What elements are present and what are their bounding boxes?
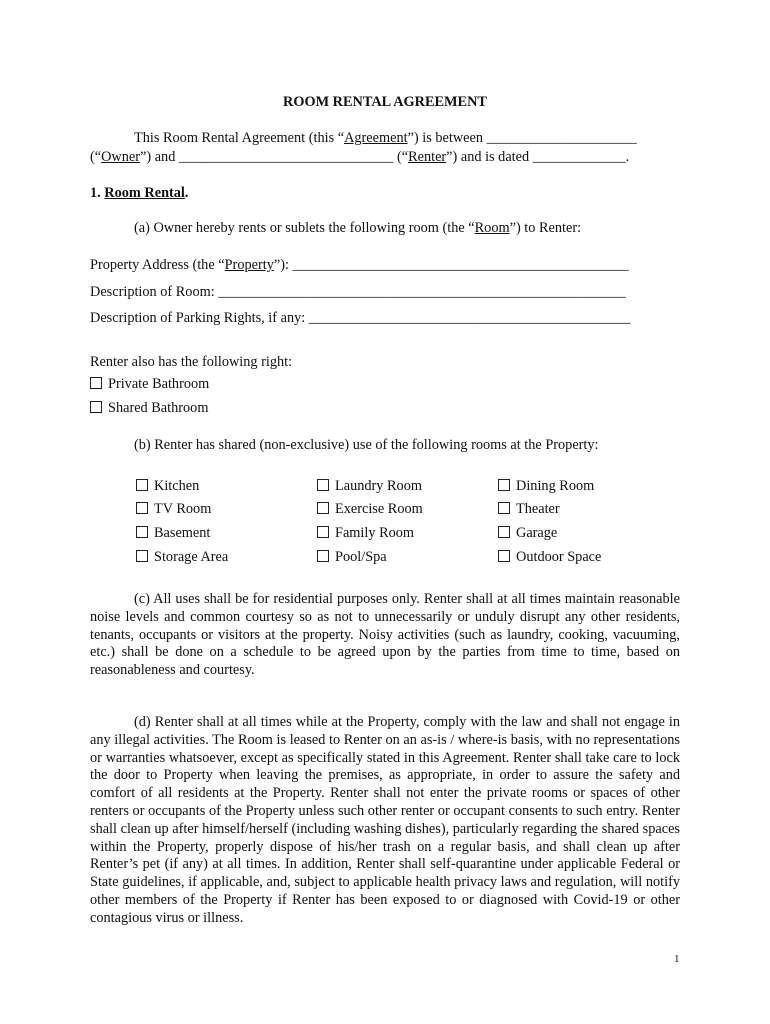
checkbox-label: Basement — [154, 525, 211, 541]
checkbox-icon — [136, 550, 148, 562]
checkbox-label: Laundry Room — [335, 478, 422, 494]
checkbox-icon — [90, 401, 102, 413]
document-title: ROOM RENTAL AGREEMENT — [283, 94, 487, 110]
clause-d-paragraph — [90, 714, 680, 928]
checkbox-label: Shared Bathroom — [108, 400, 209, 416]
section-number: 1. — [90, 185, 105, 201]
checkbox-icon — [317, 502, 329, 514]
clause-d-text: (d) Renter shall at all times while at the Property, comply with the law and shall not engage in any illegal activities. The Room is leased to Renter on an as-is / where-is basis, with no representations or warranties whatsoever, except as specifically stated in this Agreement. Renter shall take care to lock the door to Property when leaving the premises, as appropriate, in order to assure the safety and comfort of all residents at the Property. Renter shall not enter the private rooms or spaces of other renters or occupants of the Property unless such other renter or occupant consents to such entry. Renter shall clean up after himself/herself (including washing dishes), particularly regarding the shared spaces within the Property, properly dispose of his/her trash on a regular basis, and shall clean up after Renter’s pet (if any) at all times. In addition, Renter shall self-quarantine under applicable Federal or State guidelines, if applicable, and, subject to applicable health privacy laws and regulation, will notify other members of the Property if Renter has been exposed to or diagnosed with Covid-19 or other contagious virus or illness. — [90, 714, 680, 926]
property-address-field[interactable] — [90, 257, 629, 274]
checkbox-icon — [317, 526, 329, 538]
outdoor-space-checkbox[interactable] — [498, 549, 601, 566]
clause-c-paragraph — [90, 591, 680, 680]
clause-b-line: (b) Renter has shared (non-exclusive) use of the following rooms at the Property: — [134, 437, 599, 453]
checkbox-label: Pool/Spa — [335, 549, 387, 565]
checkbox-icon — [136, 526, 148, 538]
intro-text: ”) and is dated _____________. — [446, 149, 630, 165]
basement-checkbox[interactable] — [136, 525, 210, 542]
garage-checkbox[interactable] — [498, 525, 557, 542]
clause-a-text: (a) Owner hereby rents or sublets the following room (the “ — [134, 220, 475, 236]
shared-bathroom-checkbox[interactable] — [90, 400, 208, 417]
checkbox-icon — [498, 502, 510, 514]
renter-term: Renter — [408, 149, 447, 165]
owner-term: Owner — [101, 149, 141, 165]
clause-a-text: ”) to Renter: — [509, 220, 582, 236]
room-description-field[interactable]: Description of Room: _________________________________________________________ — [90, 284, 626, 300]
checkbox-label: TV Room — [154, 501, 212, 517]
checkbox-icon — [136, 502, 148, 514]
checkbox-label: Garage — [516, 525, 558, 541]
checkbox-icon — [317, 479, 329, 491]
checkbox-label: Exercise Room — [335, 501, 423, 517]
room-term: Room — [474, 220, 510, 236]
storage-area-checkbox[interactable] — [136, 549, 228, 566]
intro-line-1 — [134, 130, 637, 147]
page-number: 1 — [674, 953, 680, 965]
intro-text: ”) is between _____________________ — [407, 130, 637, 146]
parking-rights-field[interactable]: Description of Parking Rights, if any: _____________________________________________ — [90, 310, 631, 326]
intro-text: ”) and ______________________________ (“ — [140, 149, 409, 165]
dining-room-checkbox[interactable] — [498, 478, 594, 495]
checkbox-icon — [498, 550, 510, 562]
section-title: Room Rental — [104, 185, 185, 201]
tv-room-checkbox[interactable] — [136, 501, 211, 518]
clause-c-text: (c) All uses shall be for residential purposes only. Renter shall at all times maintain reasonable noise levels and common courtesy so as not to unnecessarily or unduly disrupt any other residents, tenants, occupants or visitors at the property. Noisy activities (such as laundry, cooking, vacuuming, etc.) shall be done on a schedule to be agreed upon by the parties from time to time, based on reasonableness and courtesy. — [90, 591, 680, 679]
field-label: ”): _______________________________________________ — [273, 257, 629, 273]
clause-a-line — [134, 220, 581, 237]
intro-text: (“ — [90, 149, 102, 165]
checkbox-icon — [90, 377, 102, 389]
checkbox-icon — [498, 526, 510, 538]
private-bathroom-checkbox[interactable] — [90, 376, 209, 393]
checkbox-icon — [498, 479, 510, 491]
intro-line-2 — [90, 149, 629, 166]
property-term: Property — [224, 257, 274, 273]
checkbox-label: Family Room — [335, 525, 415, 541]
agreement-term: Agreement — [344, 130, 408, 146]
intro-text: This Room Rental Agreement (this “ — [134, 130, 345, 146]
kitchen-checkbox[interactable] — [136, 478, 199, 495]
checkbox-label: Private Bathroom — [108, 376, 210, 392]
theater-checkbox[interactable] — [498, 501, 560, 518]
checkbox-label: Outdoor Space — [516, 549, 602, 565]
laundry-room-checkbox[interactable] — [317, 478, 422, 495]
family-room-checkbox[interactable] — [317, 525, 414, 542]
section-period: . — [184, 185, 189, 201]
checkbox-icon — [317, 550, 329, 562]
checkbox-icon — [136, 479, 148, 491]
checkbox-label: Theater — [516, 501, 560, 517]
bathroom-label: Renter also has the following right: — [90, 354, 293, 370]
checkbox-label: Kitchen — [154, 478, 200, 494]
checkbox-label: Storage Area — [154, 549, 229, 565]
section-1-heading — [90, 185, 188, 202]
exercise-room-checkbox[interactable] — [317, 501, 423, 518]
checkbox-label: Dining Room — [516, 478, 595, 494]
pool-spa-checkbox[interactable] — [317, 549, 387, 566]
field-label: Property Address (the “ — [90, 257, 225, 273]
